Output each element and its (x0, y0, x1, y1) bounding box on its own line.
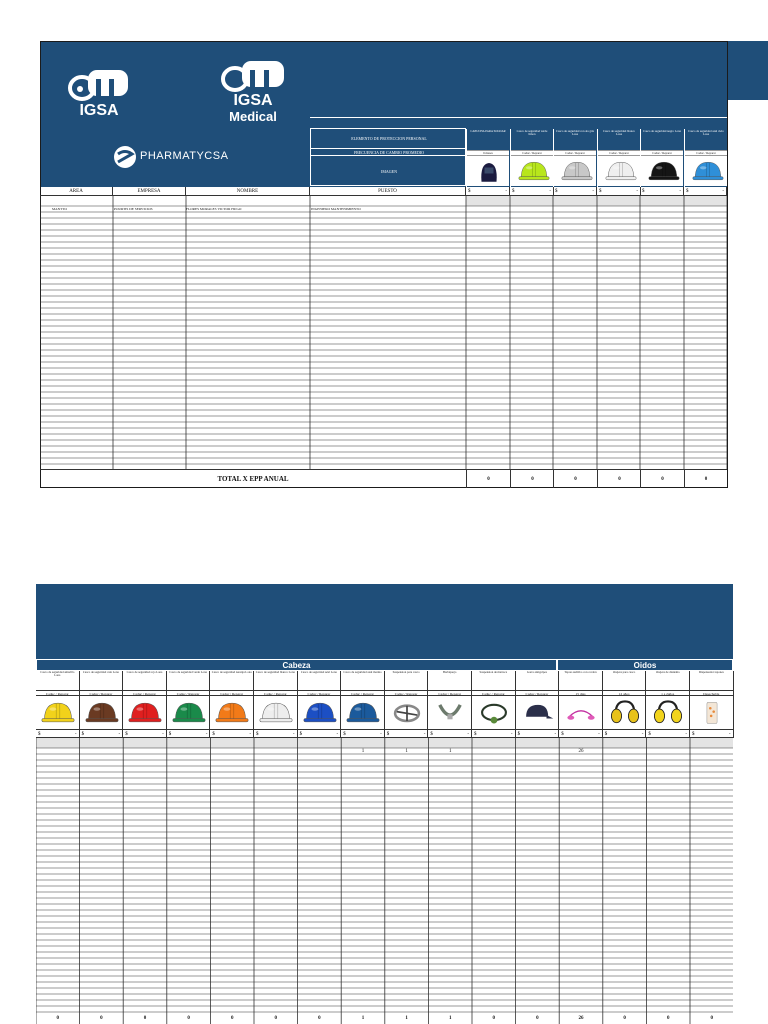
currency-symbol: $ (555, 189, 558, 194)
currency-symbol: $ (648, 732, 651, 737)
earplug-icon (564, 699, 598, 731)
product-price[interactable] (385, 729, 429, 738)
product-name: Casco de seguridad blanco Lona (254, 671, 298, 690)
product-frequency: Caduc / Reparar (341, 690, 385, 696)
product-total: 0 (710, 1016, 714, 1021)
header-divider (310, 117, 727, 118)
product-frequency: Caduc / Reparar (298, 690, 342, 696)
product-total-6: 0 (684, 469, 727, 488)
product-total: 0 (623, 1016, 626, 1021)
group-header-cabeza: Cabeza (36, 659, 557, 671)
product-frequency: Caduc / Reparar (516, 690, 560, 696)
product-image (467, 155, 509, 186)
grid-shading (466, 196, 727, 206)
cell-empresa[interactable]: POURTIS DE SERVICIOS (114, 207, 153, 211)
pharmatycsa-swirl-icon (112, 144, 138, 170)
product-frequency: Caduc / Reparar (254, 690, 298, 696)
product-image (428, 696, 472, 729)
currency-symbol: $ (299, 732, 303, 737)
price-value: - (592, 189, 594, 194)
group-header-oidos: Oidos (557, 659, 733, 671)
product-total: 0 (187, 1016, 190, 1021)
currency-symbol: $ (474, 732, 477, 737)
product-image (298, 696, 342, 729)
product-frequency: 6 meses (467, 150, 509, 155)
product-column-3 (553, 129, 596, 187)
product-frequency: Caduc / Reparar (167, 690, 211, 696)
product-price[interactable] (36, 729, 80, 738)
product-column-5 (640, 129, 683, 187)
currency-symbol: $ (38, 732, 41, 737)
currency-symbol: $ (642, 189, 645, 194)
product-price[interactable] (80, 729, 124, 738)
product-total: 26 (578, 1016, 584, 1021)
product-frequency: Caduc / Reparar (123, 690, 167, 696)
product-image (80, 696, 124, 729)
product-frequency: Caduc / Reparar (685, 150, 727, 155)
product-name: Suspension de matraca (472, 671, 516, 690)
product-image (254, 696, 298, 729)
product-image (36, 696, 80, 729)
currency-symbol: $ (686, 189, 689, 194)
product-image (511, 155, 553, 186)
product-price[interactable] (123, 729, 167, 738)
price-value: - (380, 732, 382, 737)
product-price[interactable] (428, 729, 472, 738)
pharmatycsa-logo-text: PHARMATYCSA (140, 150, 229, 162)
product-name: Casco de seguridad amarillo Lona (36, 671, 80, 690)
currency-symbol: $ (561, 732, 564, 737)
igsa-medical-logo-text-1: IGSA (233, 92, 273, 109)
helmet-icon (303, 699, 337, 731)
helmet-icon (648, 158, 680, 189)
product-image (598, 155, 640, 186)
price-value: - (423, 732, 426, 737)
price-value: - (205, 732, 208, 737)
product-name: Dispensador tapones (690, 671, 734, 690)
product-frequency: Caduc / Reparar (36, 690, 80, 696)
product-price-1[interactable] (466, 187, 510, 196)
product-total: 1 (405, 1016, 408, 1021)
pharmatycsa-logo (112, 143, 234, 171)
price-value: - (679, 189, 681, 194)
helmet-icon (259, 699, 293, 731)
product-name: Casco de seguridad azul marino (341, 671, 385, 690)
product-price[interactable] (341, 729, 385, 738)
product-price[interactable] (254, 729, 298, 738)
product-name: Casco de seguridad naranja Lona (210, 671, 254, 690)
header-label-frecuencia: FRECUENCIA DE CAMBIO PROMEDIO (311, 149, 467, 156)
product-name: Casco de seguridad cafe Lona (80, 671, 124, 690)
product-image (559, 696, 603, 729)
product-price[interactable] (210, 729, 254, 738)
product-total: 1 (361, 1016, 365, 1021)
product-frequency: Caduc / Reparar (511, 150, 553, 155)
product-image (341, 696, 385, 729)
product-image (690, 696, 734, 729)
product-total: 0 (666, 1016, 670, 1021)
product-total-3: 0 (553, 469, 597, 488)
strap-icon (433, 699, 467, 731)
sheet-1-grid (40, 196, 727, 470)
price-value: - (249, 732, 251, 737)
product-total: 1 (448, 1016, 452, 1021)
product-price[interactable] (690, 729, 734, 738)
product-total-2: 0 (510, 469, 554, 488)
header-label-block (310, 128, 466, 186)
cell-nombre[interactable]: FLORES MORALES VICTOR HUGO (186, 207, 242, 211)
product-price-4[interactable] (597, 187, 641, 196)
price-value: - (549, 189, 551, 194)
product-name: Orejera para casco (603, 671, 647, 690)
earmuff-icon (608, 699, 642, 731)
product-name: Gorra antigolpes (516, 671, 560, 690)
product-price-3[interactable] (553, 187, 597, 196)
price-value: - (505, 189, 507, 194)
price-value: - (162, 732, 164, 737)
igsa-medical-elephant-icon (218, 55, 288, 93)
product-price[interactable] (559, 729, 603, 738)
product-frequency: Caduc / Reparar (598, 150, 640, 155)
product-frequency: 15 dias (559, 690, 603, 696)
product-image (685, 155, 727, 186)
product-quantity[interactable]: 1 (361, 749, 365, 754)
currency-symbol: $ (168, 732, 172, 737)
currency-symbol: $ (212, 732, 215, 737)
price-value: - (467, 732, 469, 737)
dispenser-icon (695, 699, 729, 731)
product-frequency: Caduc / Reparar (80, 690, 124, 696)
currency-symbol: $ (386, 732, 390, 737)
product-image (516, 696, 560, 729)
product-column-2 (510, 129, 553, 187)
helmet-icon (692, 158, 724, 189)
price-value: - (641, 732, 644, 737)
product-frequency: 12 años (603, 690, 647, 696)
product-image (210, 696, 254, 729)
helmet-icon (128, 699, 162, 731)
total-label: TOTAL X EPP ANUAL (40, 469, 466, 488)
product-total-5: 0 (640, 469, 684, 488)
product-frequency: Caduc / Reparar (472, 690, 516, 696)
product-price-6[interactable] (684, 187, 727, 196)
product-frequency: Desechable (690, 690, 734, 696)
currency-symbol: $ (81, 732, 85, 737)
column-header-empresa: EMPRESA (113, 187, 186, 196)
price-value: - (722, 189, 724, 194)
currency-symbol: $ (343, 732, 346, 737)
ratchet-icon (477, 699, 511, 731)
price-value: - (598, 732, 600, 737)
igsa-elephant-icon (66, 64, 132, 102)
currency-symbol: $ (468, 189, 471, 194)
product-price[interactable] (603, 729, 647, 738)
helmet-icon (561, 158, 593, 189)
product-quantity[interactable]: 1 (448, 749, 452, 754)
igsa-logo-text: IGSA (79, 102, 119, 119)
product-frequency: 1 a 2años (646, 690, 690, 696)
product-name: Barbiquejo (428, 671, 472, 690)
cell-puesto[interactable]: INGENIERO MANTENIMIENTO (311, 207, 361, 211)
header-banner-extension (727, 41, 768, 100)
price-value: - (636, 189, 638, 194)
price-value: - (336, 732, 339, 737)
product-price[interactable] (516, 729, 560, 738)
igsa-medical-logo-text-2: Medical (229, 109, 277, 124)
helmet-icon (41, 699, 75, 731)
product-name: Casco de seguridad rojo Lona (123, 671, 167, 690)
product-name: Casco de seguridad con ala gris Lona (556, 130, 594, 136)
product-total: 0 (143, 1016, 147, 1021)
currency-symbol: $ (604, 732, 608, 737)
sheet-2-header-banner (36, 584, 733, 659)
product-column-6 (684, 129, 727, 187)
column-header-puesto: PUESTO (310, 187, 466, 196)
price-value: - (118, 732, 121, 737)
price-value: - (74, 732, 77, 737)
product-quantity[interactable]: 26 (578, 749, 584, 754)
header-label-elemento: ELEMENTO DE PROTECCION PERSONAL (311, 129, 467, 149)
cell-area[interactable]: MANTTO (52, 207, 67, 211)
product-column-1 (466, 129, 509, 187)
currency-symbol: $ (692, 732, 695, 737)
product-name: Orejera de diadema (646, 671, 690, 690)
product-frequency: Caduc / Reparar (385, 690, 429, 696)
product-price-2[interactable] (510, 187, 554, 196)
igsa-medical-logo (218, 55, 288, 131)
helmet-icon (85, 699, 119, 731)
product-total: 0 (230, 1016, 234, 1021)
product-name: Casco de seguridad blanco Lona (602, 130, 636, 136)
product-total: 0 (100, 1016, 103, 1021)
product-frequency: Caduc / Reparar (210, 690, 254, 696)
product-price[interactable] (167, 729, 211, 738)
product-column-4 (597, 129, 640, 187)
product-total: 0 (274, 1016, 278, 1021)
price-value: - (510, 732, 513, 737)
product-total: 0 (318, 1016, 321, 1021)
currency-symbol: $ (125, 732, 128, 737)
product-image (472, 696, 516, 729)
igsa-logo (66, 64, 132, 122)
product-total-1: 0 (466, 469, 510, 488)
product-image (167, 696, 211, 729)
helmet-icon (518, 158, 550, 189)
product-name: Casco de seguridad azul Lona (298, 671, 342, 690)
currency-symbol: $ (430, 732, 433, 737)
product-total: 0 (492, 1016, 496, 1021)
price-value: - (685, 732, 687, 737)
column-header-nombre: NOMBRE (186, 187, 310, 196)
currency-symbol: $ (512, 189, 515, 194)
product-image (123, 696, 167, 729)
product-name: Casco de seguridad verde limon (516, 130, 548, 136)
product-image (554, 155, 596, 186)
product-total-4: 0 (597, 469, 641, 488)
product-name: CAPUCHA PARA SOLDAR (470, 130, 506, 133)
product-frequency: Caduc / Reparar (428, 690, 472, 696)
currency-symbol: $ (599, 189, 602, 194)
product-price[interactable] (472, 729, 516, 738)
helmet-icon (346, 699, 380, 731)
currency-symbol: $ (256, 732, 259, 737)
suspension-icon (390, 699, 424, 731)
product-image (641, 155, 683, 186)
product-frequency: Caduc / Reparar (641, 150, 683, 155)
product-name: Casco de seguridad negro Lona (643, 130, 681, 133)
price-value: - (292, 732, 295, 737)
product-name: Casco de seguridad verde Lona (167, 671, 211, 690)
price-value: - (554, 732, 557, 737)
cap-icon (521, 699, 555, 731)
earmuff-icon (651, 699, 685, 731)
product-quantity[interactable]: 1 (405, 749, 408, 754)
product-frequency: Caduc / Reparar (554, 150, 596, 155)
header-label-imagen: IMAGEN (381, 169, 397, 174)
helmet-icon (172, 699, 206, 731)
product-total: 0 (536, 1016, 539, 1021)
product-image (603, 696, 647, 729)
product-image (385, 696, 429, 729)
sheet-2-grid (36, 738, 733, 1024)
currency-symbol: $ (517, 732, 521, 737)
product-price[interactable] (646, 729, 690, 738)
price-value: - (728, 732, 731, 737)
helmet-icon (215, 699, 249, 731)
helmet-icon (605, 158, 637, 189)
product-name: Casco de seguridad azul cielo Lona (688, 130, 724, 136)
product-price[interactable] (298, 729, 342, 738)
product-price-5[interactable] (640, 187, 684, 196)
product-total: 0 (56, 1016, 60, 1021)
column-header-area: AREA (40, 187, 113, 196)
product-name: Suspension para casco (385, 671, 429, 690)
product-name: Tapon auditivo con cordon (559, 671, 603, 690)
product-image (646, 696, 690, 729)
